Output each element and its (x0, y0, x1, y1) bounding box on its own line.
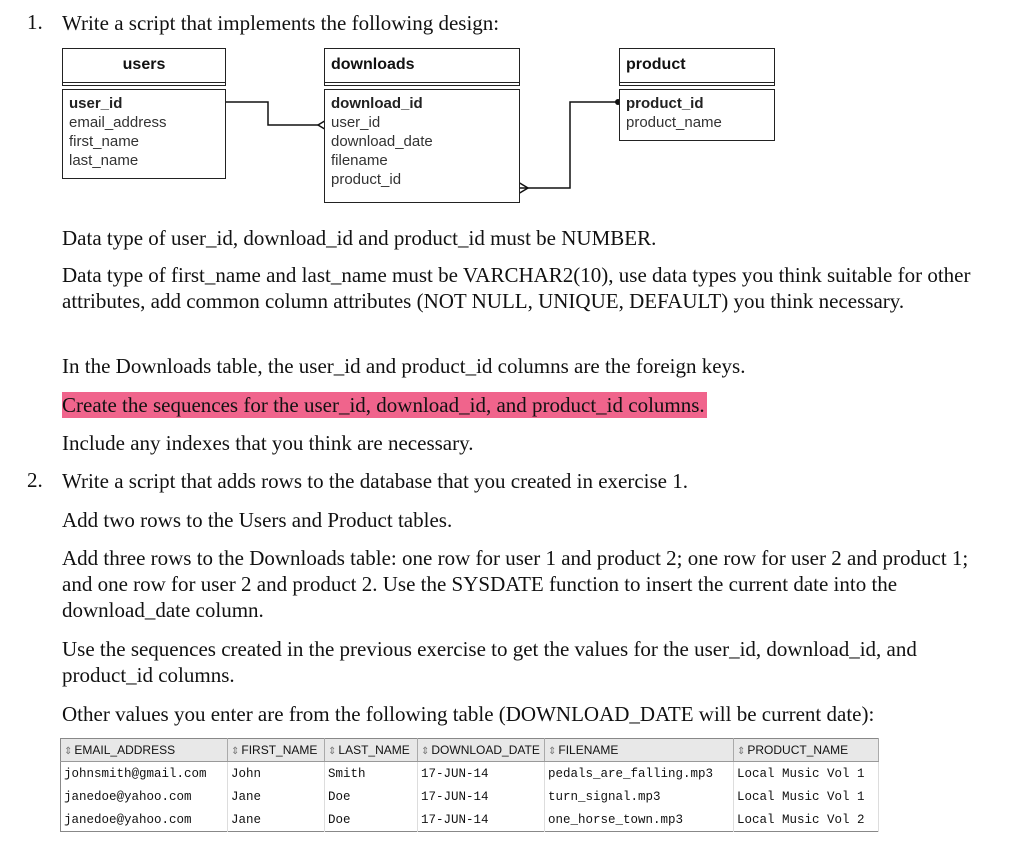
product-field: product_name (626, 114, 722, 131)
table-cell: Doe (325, 808, 418, 832)
table-cell: one_horse_town.mp3 (545, 808, 734, 832)
table-cell: 17-JUN-14 (418, 785, 545, 808)
product-pk-field: product_id (626, 95, 704, 112)
entity-downloads-fields (324, 89, 520, 203)
table-cell: turn_signal.mp3 (545, 785, 734, 808)
column-header[interactable]: ⇕ FIRST_NAME (228, 739, 325, 762)
sort-arrows-icon: ⇕ (548, 746, 557, 757)
item-1-lead: Write a script that implements the following design: (62, 11, 500, 35)
s1-paragraph-3: In the Downloads table, the user_id and product_id columns are the foreign keys. (62, 354, 746, 378)
column-header[interactable]: ⇕ PRODUCT_NAME (734, 739, 879, 762)
item-number-1: 1. (27, 10, 43, 34)
item-2-lead: Write a script that adds rows to the database that you created in exercise 1. (62, 469, 689, 493)
entity-product-title: product (620, 49, 774, 83)
downloads-field: product_id (331, 171, 402, 188)
column-header[interactable]: ⇕ DOWNLOAD_DATE (418, 739, 545, 762)
entity-product (619, 48, 775, 131)
table-cell: johnsmith@gmail.com (61, 762, 228, 786)
users-pk-field: user_id (69, 95, 123, 112)
s1-paragraph-4 (62, 392, 992, 418)
table-cell: pedals_are_falling.mp3 (545, 762, 734, 786)
column-header[interactable]: ⇕ EMAIL_ADDRESS (61, 739, 228, 762)
table-cell: Local Music Vol 1 (734, 785, 879, 808)
table-cell: janedoe@yahoo.com (61, 785, 228, 808)
s1-paragraph-2: Data type of first_name and last_name must be VARCHAR2(10), use data types you think suitable for other attributes, add common column attributes (NOT NULL, UNIQUE, DEFAULT) you think necessary. (62, 263, 971, 313)
sort-arrows-icon: ⇕ (737, 746, 746, 757)
entity-product-fields (619, 89, 775, 141)
highlighted-text: Create the sequences for the user_id, download_id, and product_id columns. (62, 393, 705, 417)
users-field: first_name (69, 133, 140, 150)
entity-users-title: users (63, 49, 225, 83)
downloads-field: filename (331, 152, 388, 169)
table-row (61, 785, 879, 808)
sort-arrows-icon: ⇕ (231, 746, 240, 757)
s1-paragraph-1: Data type of user_id, download_id and product_id must be NUMBER. (62, 226, 657, 250)
table-cell: Jane (228, 808, 325, 832)
entity-downloads-title: downloads (325, 49, 519, 83)
sort-arrows-icon: ⇕ (328, 746, 337, 757)
s2-paragraph-2: Add three rows to the Downloads table: one row for user 1 and product 2; one row for user 2 and product 1; and one row for user 2 and product 2. Use the SYSDATE function to insert the current date into the download_date column. (62, 546, 969, 622)
s2-paragraph-3: Use the sequences created in the previous exercise to get the values for the user_id, download_id, and product_id columns. (62, 637, 917, 687)
column-header[interactable]: ⇕ FILENAME (545, 739, 734, 762)
s2-paragraph-4: Other values you enter are from the following table (DOWNLOAD_DATE will be current date): (62, 702, 875, 726)
users-field: email_address (69, 114, 167, 131)
downloads-field: download_date (331, 133, 433, 150)
item-number-2: 2. (27, 468, 43, 492)
s1-paragraph-5: Include any indexes that you think are necessary. (62, 431, 474, 455)
table-row (61, 808, 879, 832)
users-field: last_name (69, 152, 139, 169)
sort-arrows-icon: ⇕ (64, 746, 73, 757)
downloads-field: user_id (331, 114, 381, 131)
downloads-pk-field: download_id (331, 95, 423, 112)
entity-downloads (324, 48, 520, 188)
s2-paragraph-1: Add two rows to the Users and Product tables. (62, 508, 453, 532)
entity-users-fields (62, 89, 226, 179)
table-cell: Local Music Vol 2 (734, 808, 879, 832)
table-header-row (61, 739, 879, 762)
table-cell: Jane (228, 785, 325, 808)
table-cell: Smith (325, 762, 418, 786)
table-row (61, 762, 879, 786)
table-cell: Doe (325, 785, 418, 808)
table-cell: John (228, 762, 325, 786)
entity-users (62, 48, 226, 169)
table-cell: 17-JUN-14 (418, 808, 545, 832)
column-header[interactable]: ⇕ LAST_NAME (325, 739, 418, 762)
data-table (60, 738, 879, 832)
table-cell: 17-JUN-14 (418, 762, 545, 786)
table-cell: janedoe@yahoo.com (61, 808, 228, 832)
table-cell: Local Music Vol 1 (734, 762, 879, 786)
sort-arrows-icon: ⇕ (421, 746, 430, 757)
